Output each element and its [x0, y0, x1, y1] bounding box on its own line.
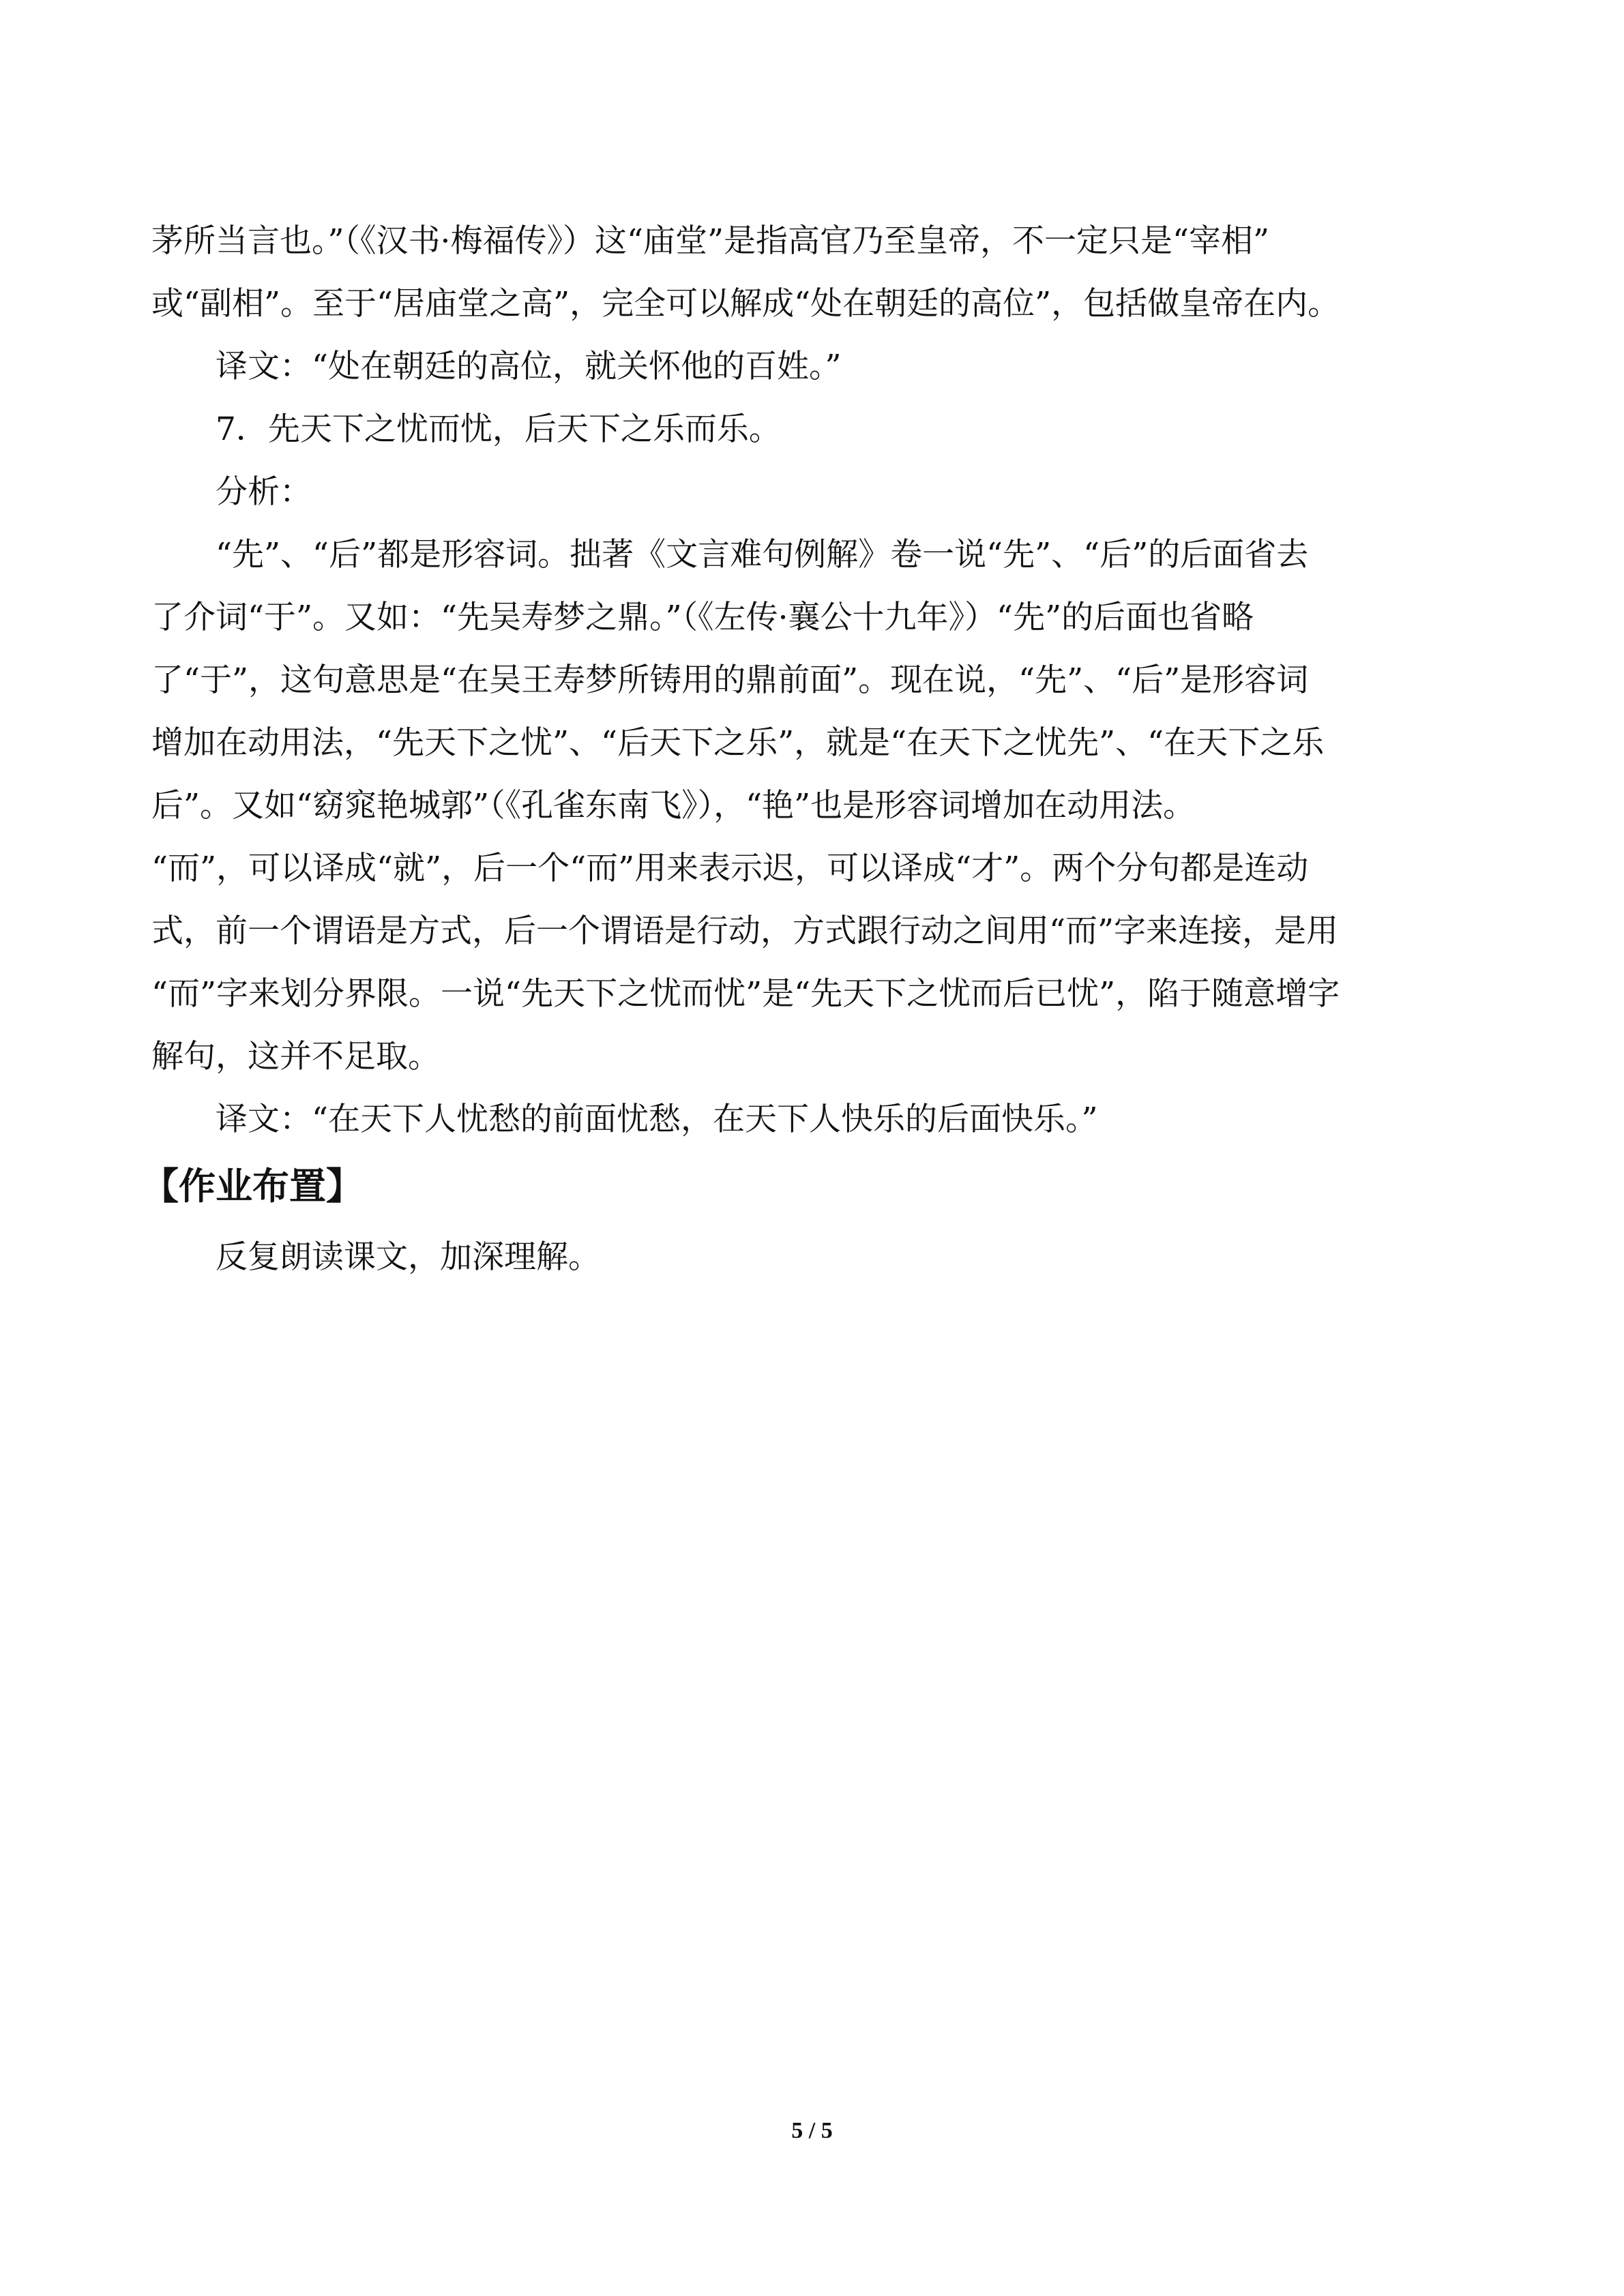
text-line: 后”。又如“窈窕艳城郭”（《孔雀东南飞》），“艳”也是形容词增加在动用法。 [151, 787, 1196, 824]
text-line: “先”、“后”都是形容词。拙著《文言难句例解》卷一说“先”、“后”的后面省去 [216, 536, 1309, 573]
text-line: “而”，可以译成“就”，后一个“而”用来表示迟，可以译成“才”。两个分句都是连动 [151, 850, 1309, 887]
text-line: 式，前一个谓语是方式，后一个谓语是行动，方式跟行动之间用“而”字来连接，是用 [151, 912, 1339, 950]
text-line: 增加在动用法，“先天下之忧”、“后天下之乐”，就是“在天下之忧先”、“在天下之乐 [151, 724, 1325, 762]
page-number: 5 / 5 [791, 2118, 833, 2143]
text-line: 了“于”，这句意思是“在吴王寿梦所铸用的鼎前面”。现在说，“先”、“后”是形容词 [151, 661, 1309, 699]
text-line: “而”字来划分界限。一说“先天下之忧而忧”是“先天下之忧而后已忧”，陷于随意增字 [151, 975, 1340, 1013]
item-heading: 7．先天下之忧而忧，后天下之乐而乐。 [216, 411, 781, 448]
text-line: 或“副相”。至于“居庙堂之高”，完全可以解成“处在朝廷的高位”，包括做皇帝在内。 [151, 285, 1340, 323]
text-line: 茅所当言也。”（《汉书·梅福传》）这“庙堂”是指高官乃至皇帝，不一定只是“宰相” [151, 222, 1270, 260]
text-line: 了介词“于”。又如：“先吴寿梦之鼎。”（《左传·襄公十九年》）“先”的后面也省略 [151, 599, 1254, 636]
analysis-label: 分析： [216, 473, 312, 511]
section-heading: 【作业布置】 [142, 1165, 363, 1208]
translation-line: 译文：“处在朝廷的高位，就关怀他的百姓。” [216, 348, 842, 385]
document-body [142, 210, 1475, 1289]
homework-text: 反复朗读课文，加深理解。 [216, 1238, 600, 1276]
translation-line: 译文：“在天下人忧愁的前面忧愁，在天下人快乐的后面快乐。” [216, 1101, 1098, 1138]
text-line: 解句，这并不足取。 [151, 1038, 440, 1075]
